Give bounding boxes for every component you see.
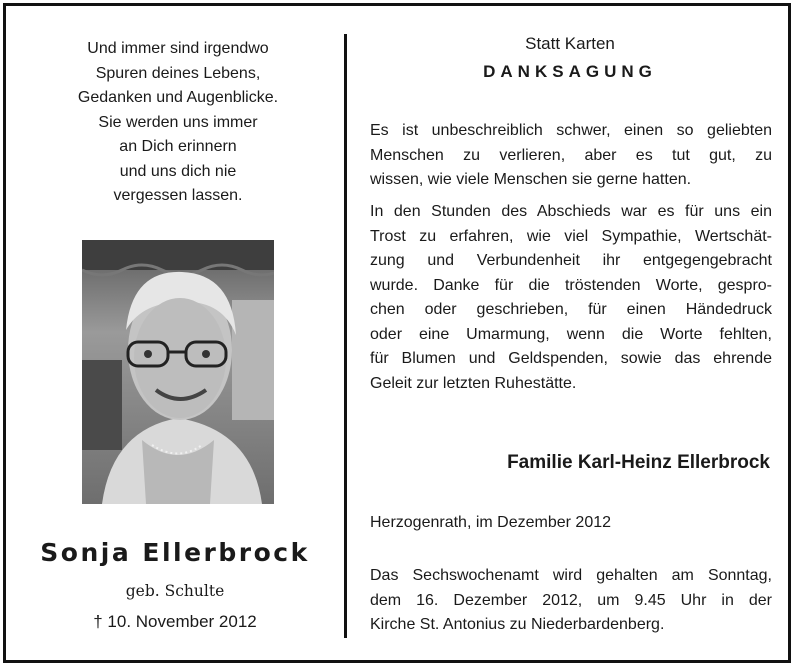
family-signature: Familie Karl-Heinz Ellerbrock	[507, 452, 770, 473]
poem-line: Und immer sind irgendwo	[87, 40, 269, 57]
statt-karten: Statt Karten	[525, 34, 615, 53]
poem-line: Sie werden uns immer	[98, 113, 258, 131]
birth-name: geb. Schulte	[125, 582, 225, 600]
paragraph-line: chen oder geschrieben, für einen Händedruck	[370, 301, 772, 318]
place-date: Herzogenrath, im Dezember 2012	[370, 514, 612, 531]
paragraph-line: Trost zu erfahren, wie viel Sympathie, Wertschät-	[370, 227, 772, 245]
notice-title: DANKSAGUNG	[483, 62, 657, 81]
deceased-name: Sonja Ellerbrock	[40, 538, 310, 567]
paragraph-line: für Blumen und Geldspenden, sowie das ehrende	[370, 350, 772, 367]
paragraph-line: zung und Verbundenheit ihr entgegengebracht	[370, 252, 772, 269]
thanks-paragraph	[370, 200, 772, 396]
paragraph-line: wissen, wie viele Menschen sie gerne hatten.	[370, 171, 692, 188]
column-divider	[344, 34, 347, 638]
paragraph-line: In den Stunden des Abschieds war es für uns ein	[370, 203, 772, 220]
paragraph-line: Geleit zur letzten Ruhestätte.	[370, 374, 577, 392]
paragraph-line: Menschen zu verlieren, aber es tut gut, zu	[370, 146, 772, 164]
poem-line: Spuren deines Lebens,	[95, 64, 261, 82]
paragraph-line: dem 16. Dezember 2012, um 9.45 Uhr in der	[370, 591, 772, 609]
mass-paragraph	[370, 564, 772, 638]
death-date: † 10. November 2012	[93, 612, 257, 631]
portrait-photo	[82, 240, 274, 504]
paragraph-line: oder eine Umarmung, wenn die Worte fehlten,	[370, 325, 772, 343]
paragraph-line: Das Sechswochenamt wird gehalten am Sonntag,	[370, 567, 772, 584]
poem-line: und uns dich nie	[119, 162, 237, 180]
paragraph-line: Kirche St. Antonius zu Niederbardenberg.	[370, 616, 665, 633]
poem-line: vergessen lassen.	[113, 187, 243, 204]
poem-line: an Dich erinnern	[119, 138, 237, 155]
paragraph-line: Es ist unbeschreiblich schwer, einen so geliebten	[370, 122, 772, 139]
intro-paragraph	[370, 119, 772, 193]
poem-line: Gedanken und Augenblicke.	[77, 89, 279, 106]
paragraph-line: wurde. Danke für die tröstenden Worte, gespro-	[370, 276, 772, 294]
poem	[30, 37, 326, 209]
